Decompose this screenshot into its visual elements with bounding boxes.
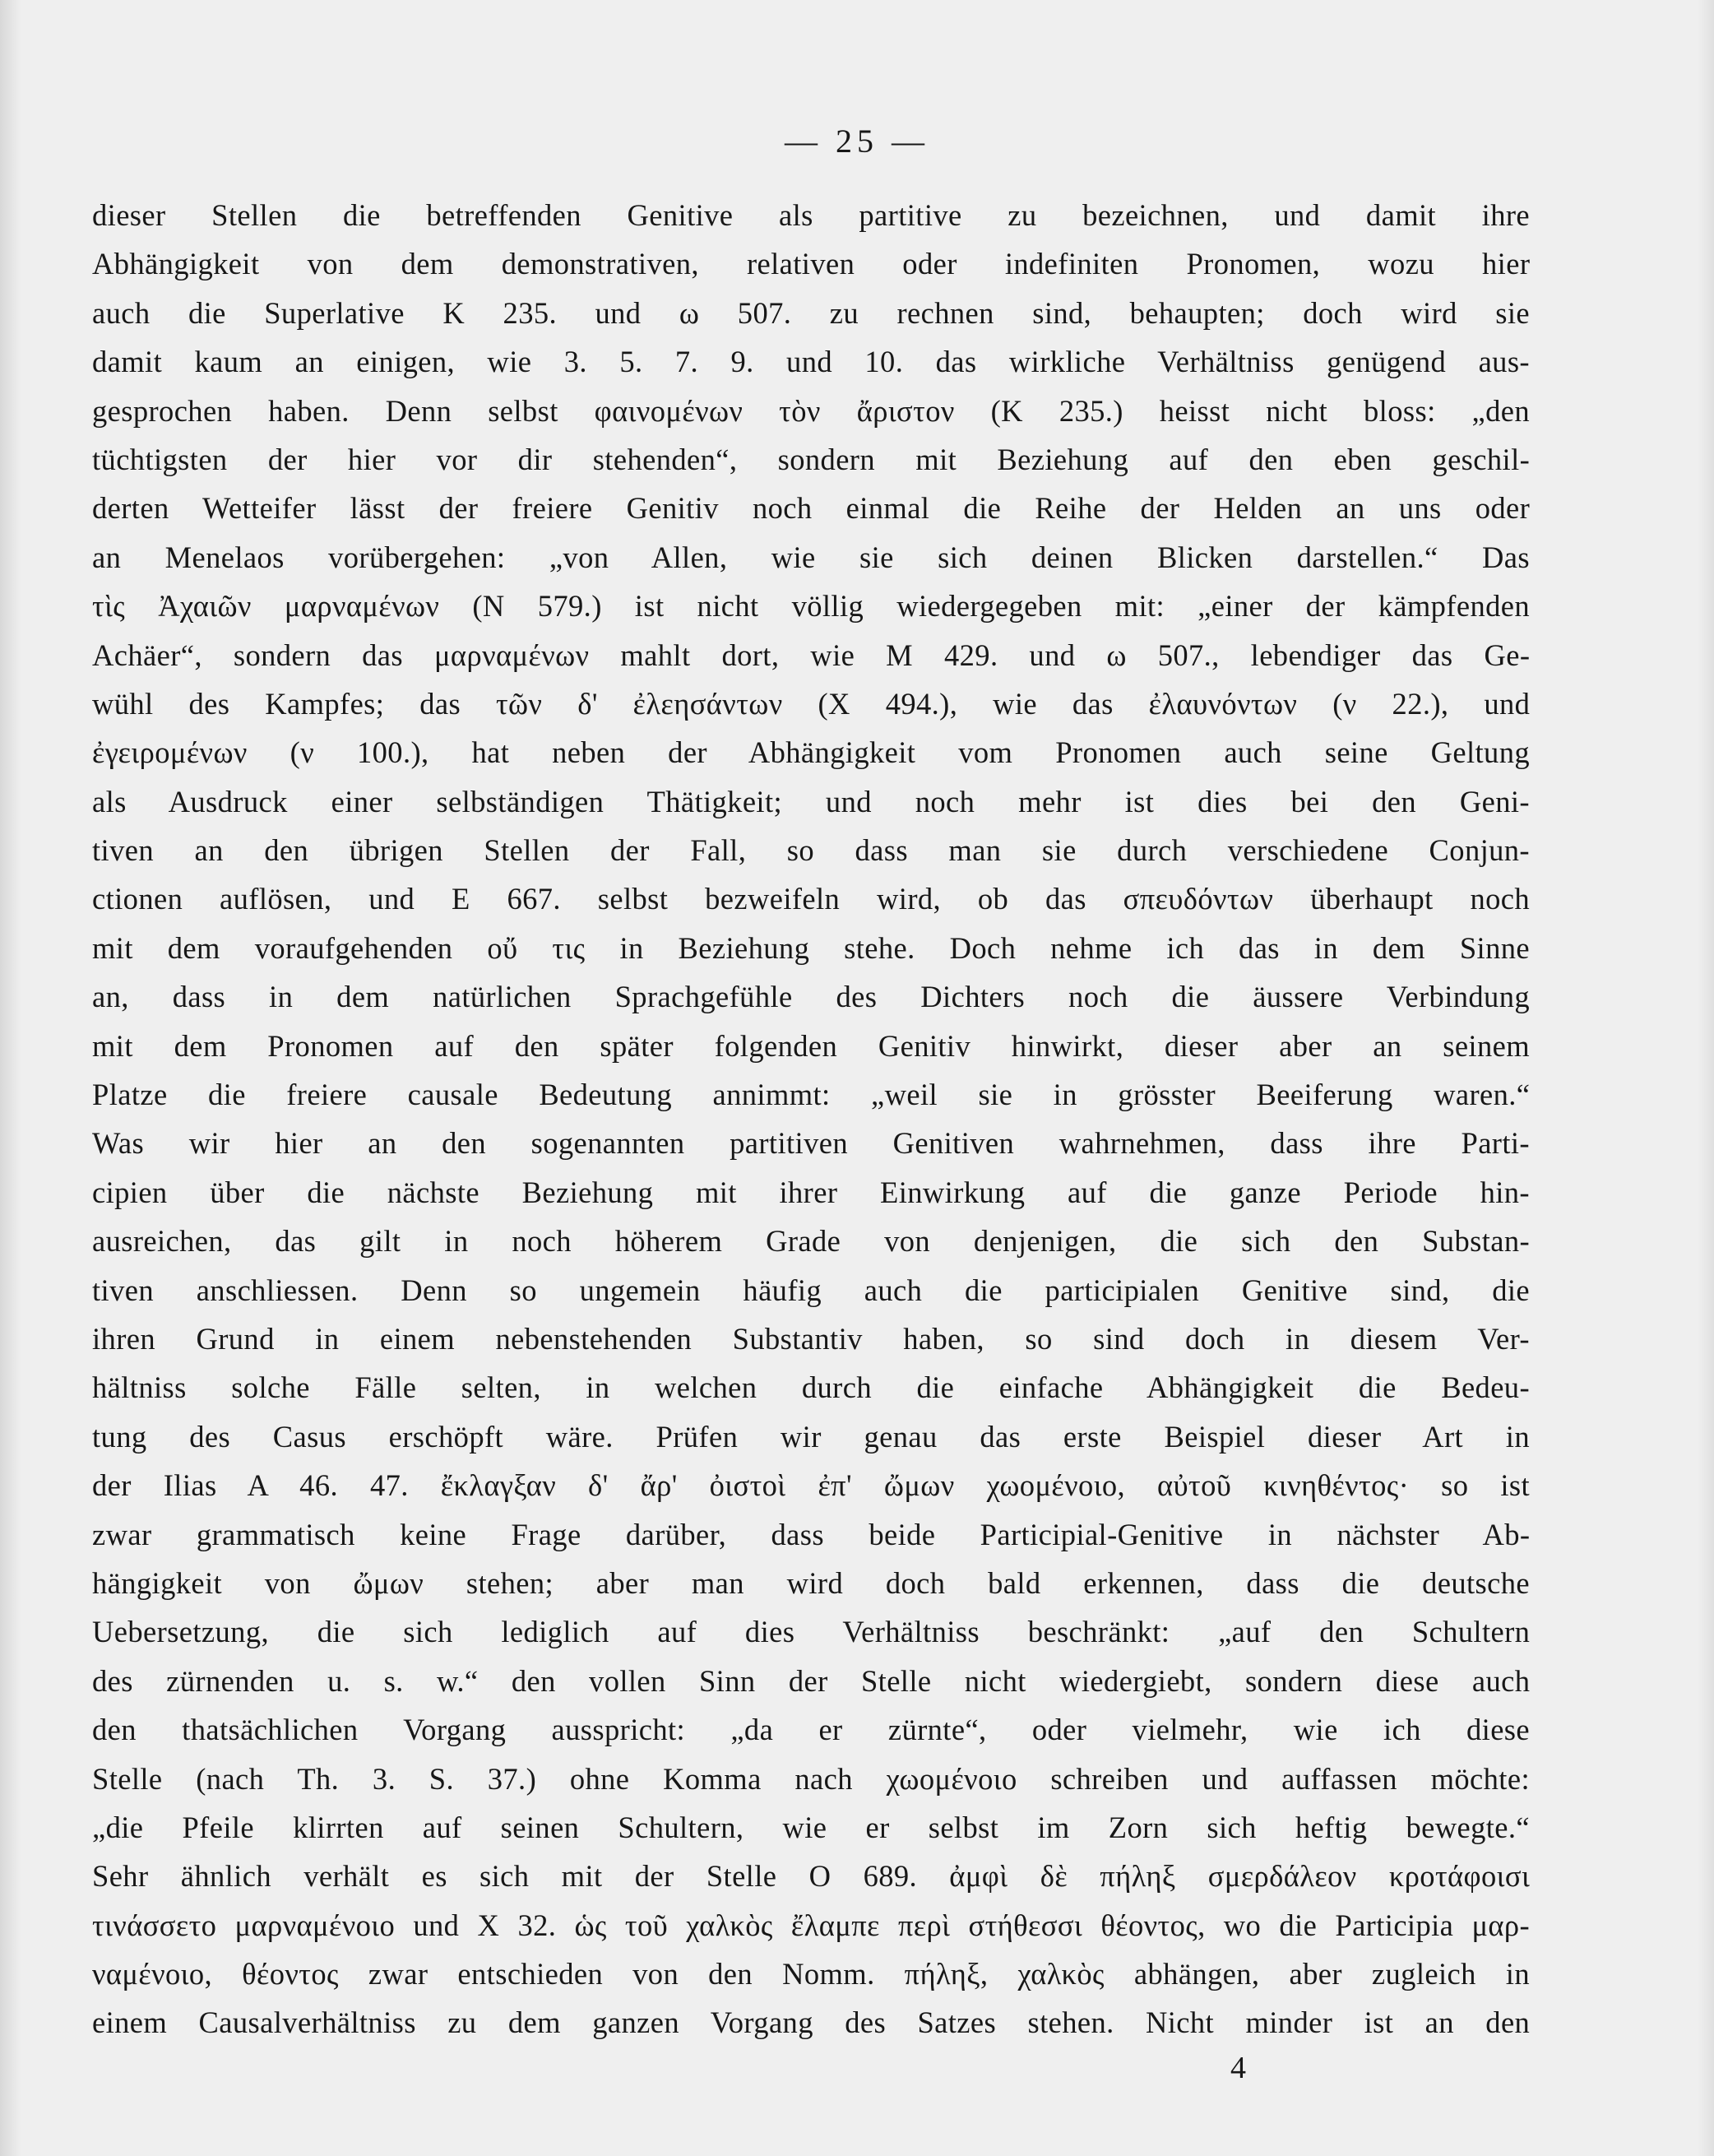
text-line: Was wir hier an den sogenannten partitiven Genitiven wahrnehmen, dass ihre Parti- bbox=[92, 1126, 1530, 1161]
text-line: hältniss solche Fälle selten, in welchen durch die einfache Abhängigkeit die Bedeu- bbox=[92, 1370, 1530, 1405]
text-line: hängigkeit von ὤμων stehen; aber man wird doch bald erkennen, dass die deutsche bbox=[92, 1565, 1530, 1600]
text-line: tüchtigsten der hier vor dir stehenden“, sondern mit Beziehung auf den eben geschil- bbox=[92, 442, 1531, 476]
scan-shadow-right bbox=[1698, 0, 1714, 2156]
text-line: zwar grammatisch keine Frage darüber, dass beide Participial-Genitive in nächster Ab- bbox=[92, 1517, 1531, 1551]
text-line: tung des Casus erschöpft wäre. Prüfen wir genau das erste Beispiel dieser Art in bbox=[92, 1419, 1530, 1454]
text-line: wühl des Kampfes; das τῶν δ' ἐλεησάντων (X 494.), wie das ἐλαυνόντων (ν 22.), und bbox=[92, 686, 1531, 721]
text-line: damit kaum an einigen, wie 3. 5. 7. 9. und 10. das wirkliche Verhältniss genügend aus- bbox=[92, 345, 1530, 379]
text-line: einem Causalverhältniss zu dem ganzen Vorgang des Satzes stehen. Nicht minder ist an den bbox=[92, 2005, 1531, 2040]
text-line: auch die Superlative K 235. und ω 507. zu rechnen sind, behaupten; doch wird sie bbox=[92, 295, 1530, 330]
scan-shadow-left bbox=[0, 0, 21, 2156]
text-line: „die Pfeile klirrten auf seinen Schultern, wie er selbst im Zorn sich heftig bewegte.“ bbox=[92, 1810, 1530, 1844]
text-line: τινάσσετο μαρναμένοιο und X 32. ὡς τοῦ χαλκὸς ἔλαμπε περὶ στήθεσσι θέοντος, wo die Participia μαρ- bbox=[92, 1908, 1531, 1942]
text-line: Stelle (nach Th. 3. S. 37.) ohne Komma nach χωομένοιο schreiben und auffassen möchte: bbox=[92, 1761, 1530, 1796]
text-line: der Ilias A 46. 47. ἔκλαγξαν δ' ἄρ' ὀιστοὶ ἐπ' ὤμων χωομένοιο, αὐτοῦ κινηθέντος· so ist bbox=[92, 1468, 1530, 1503]
text-line: den thatsächlichen Vorgang ausspricht: „da er zürnte“, oder vielmehr, wie ich diese bbox=[92, 1713, 1530, 1747]
text-line: ausreichen, das gilt in noch höherem Grade von denjenigen, die sich den Substan- bbox=[92, 1224, 1531, 1259]
text-line: mit dem Pronomen auf den später folgenden Genitiv hinwirkt, dieser aber an seinem bbox=[92, 1028, 1530, 1063]
text-line: Uebersetzung, die sich lediglich auf dies Verhältniss beschränkt: „auf den Schultern bbox=[92, 1615, 1531, 1649]
text-line: τὶς Ἀχαιῶν μαρναμένων (N 579.) ist nicht völlig wiedergegeben mit: „einer der kämpfenden bbox=[92, 589, 1530, 624]
text-line: tiven an den übrigen Stellen der Fall, so dass man sie durch verschiedene Conjun- bbox=[92, 833, 1530, 868]
text-line: gesprochen haben. Denn selbst φαινομένων τὸν ἄριστον (K 235.) heisst nicht bloss: „den bbox=[92, 393, 1530, 428]
text-line: tiven anschliessen. Denn so ungemein häufig auch die participialen Genitive sind, die bbox=[92, 1273, 1530, 1307]
text-line: mit dem voraufgehenden οὔ τις in Beziehung stehe. Doch nehme ich das in dem Sinne bbox=[92, 930, 1530, 965]
text-line: Sehr ähnlich verhält es sich mit der Stelle O 689. ἀμφὶ δὲ πήληξ σμερδάλεον κροτάφοισι bbox=[92, 1859, 1531, 1894]
text-line: ναμένοιο, θέοντος zwar entschieden von den Nomm. πήληξ, χαλκὸς abhängen, aber zugleich in bbox=[92, 1957, 1530, 1991]
text-line: als Ausdruck einer selbständigen Thätigkeit; und noch mehr ist dies bei den Geni- bbox=[92, 784, 1530, 818]
page-number: — 25 — bbox=[785, 123, 929, 160]
text-line: des zürnenden u. s. w.“ den vollen Sinn der Stelle nicht wiedergiebt, sondern diese auch bbox=[92, 1663, 1531, 1698]
signature-mark: 4 bbox=[1230, 2051, 1246, 2085]
text-line: cipien über die nächste Beziehung mit ihrer Einwirkung auf die ganze Periode hin- bbox=[92, 1175, 1530, 1209]
text-line: an, dass in dem natürlichen Sprachgefühle des Dichters noch die äussere Verbindung bbox=[92, 980, 1530, 1014]
text-line: ctionen auflösen, und E 667. selbst bezweifeln wird, ob das σπευδόντων überhaupt noch bbox=[92, 882, 1530, 916]
text-line: dieser Stellen die betreffenden Genitive als partitive zu bezeichnen, und damit ihre bbox=[92, 198, 1531, 232]
text-line: ihren Grund in einem nebenstehenden Substantiv haben, so sind doch in diesem Ver- bbox=[92, 1321, 1530, 1356]
text-line: Abhängigkeit von dem demonstrativen, relativen oder indefiniten Pronomen, wozu hier bbox=[92, 247, 1531, 281]
body-text bbox=[92, 191, 1530, 2047]
text-line: an Menelaos vorübergehen: „von Allen, wie sie sich deinen Blicken darstellen.“ Das bbox=[92, 540, 1530, 574]
text-line: ἐγειρομένων (ν 100.), hat neben der Abhängigkeit vom Pronomen auch seine Geltung bbox=[92, 735, 1530, 770]
text-line: Platze die freiere causale Bedeutung annimmt: „weil sie in grösster Beeiferung waren.“ bbox=[92, 1078, 1531, 1112]
text-line: Achäer“, sondern das μαρναμένων mahlt dort, wie M 429. und ω 507., lebendiger das Ge- bbox=[92, 638, 1531, 672]
text-line: derten Wetteifer lässt der freiere Genitiv noch einmal die Reihe der Helden an uns oder bbox=[92, 491, 1531, 526]
